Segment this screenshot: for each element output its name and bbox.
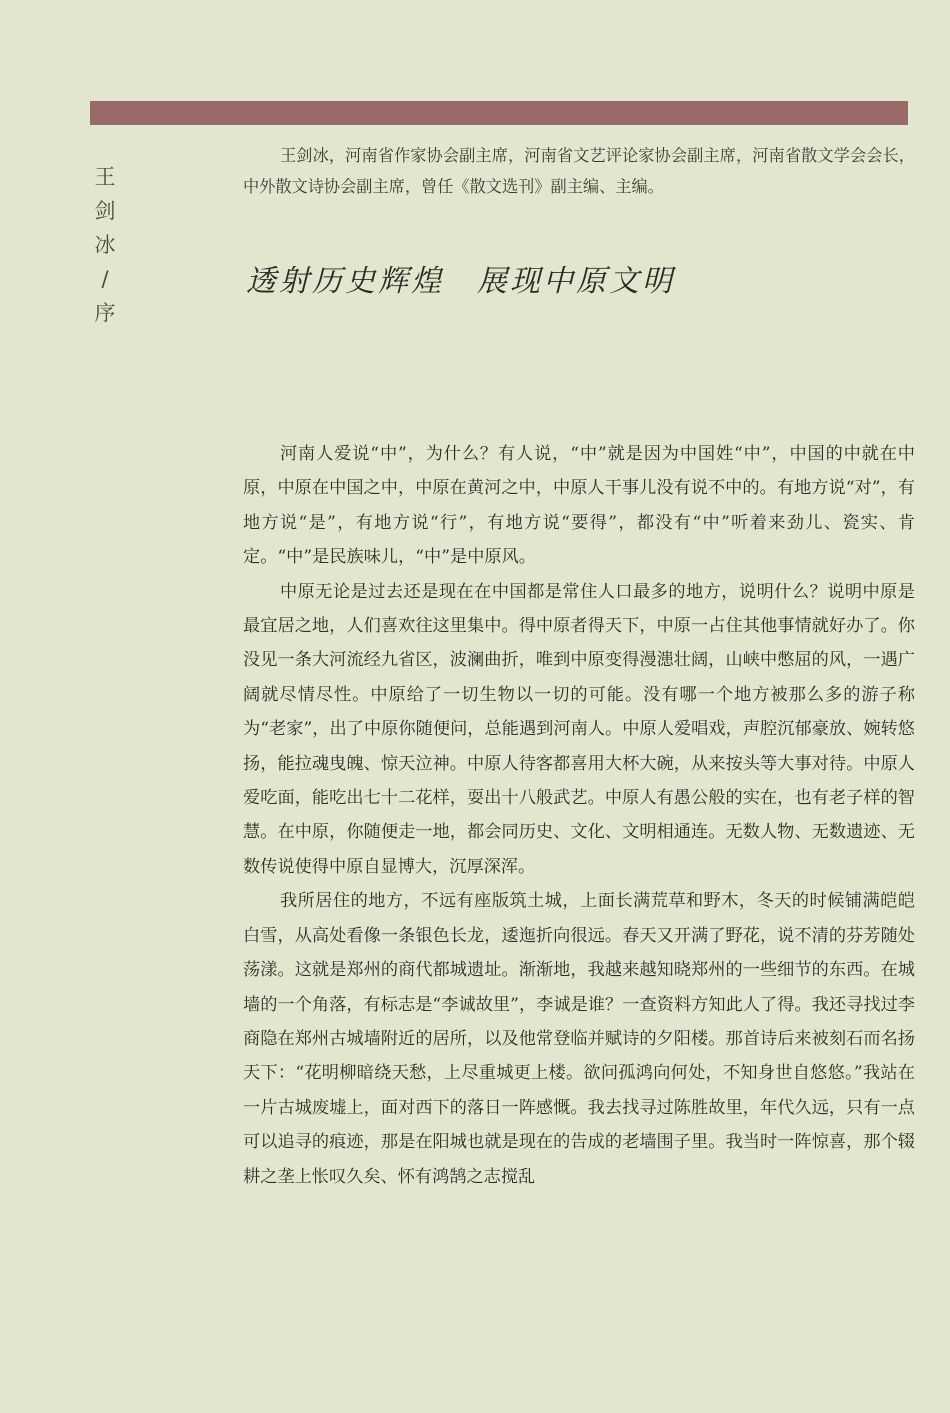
paragraph: 我所居住的地方，不远有座版筑土城，上面长满荒草和野木，冬天的时候铺满皑皑白雪，从高处看像一条银色长龙，逶迤折向很远。春天又开满了野花，说不清的芬芳随处荡漾。这就是郑州的商代都城遗址。渐渐地，我越来越知晓郑州的一些细节的东西。在城墙的一个角落，有标志是“李诚故里”，李诚是谁？一查资料方知此人了得。我还寻找过李商隐在郑州古城墙附近的居所，以及他常登临并赋诗的夕阳楼。那首诗后来被刻石而名扬天下：“花明柳暗绕天愁，上尽重城更上楼。欲问孤鸿向何处，不知身世自悠悠。”我站在一片古城废墟上，面对西下的落日一阵感慨。我去找寻过陈胜故里，年代久远，只有一点可以追寻的痕迹，那是在阳城也就是现在的告成的老墙围子里。我当时一阵惊喜，那个辍耕之垄上怅叹久矣、怀有鸿鹄之志搅乱 — [243, 891, 915, 1187]
header-bar — [90, 101, 908, 125]
paragraph: 河南人爱说“中”，为什么？有人说，“中”就是因为中国姓“中”，中国的中就在中原，中原在中国之中，中原在黄河之中，中原人干事儿没有说不中的。有地方说“对”，有地方说“是”，有地方说“行”，有地方说“要得”，都没有“中”听着来劲儿、瓷实、肯定。“中”是民族味儿，“中”是中原风。 — [243, 444, 915, 568]
running-head-char: 序 — [94, 301, 116, 325]
author-bio: 王剑冰，河南省作家协会副主席，河南省文艺评论家协会副主席，河南省散文学会会长，中外散文诗协会副主席，曾任《散文选刊》副主编、主编。 — [243, 146, 915, 196]
running-head-char: / — [101, 267, 109, 291]
running-head-char: 剑 — [94, 199, 116, 223]
body-text — [243, 437, 915, 1194]
running-head-char: 王 — [94, 165, 116, 189]
page-title: 透射历史辉煌 展现中原文明 — [246, 264, 675, 299]
running-head-char: 冰 — [94, 233, 116, 257]
running-head-vertical — [88, 160, 122, 330]
paragraph: 中原无论是过去还是现在在中国都是常住人口最多的地方，说明什么？说明中原是最宜居之地，人们喜欢往这里集中。得中原者得天下，中原一占住其他事情就好办了。你没见一条大河流经九省区，波澜曲折，唯到中原变得漫漶壮阔，山峡中憋屈的风，一遇广阔就尽情尽性。中原给了一切生物以一切的可能。没有哪一个地方被那么多的游子称为“老家”，出了中原你随便问，总能遇到河南人。中原人爱唱戏，声腔沉郁豪放、婉转悠扬，能拉魂曳魄、惊天泣神。中原人待客都喜用大杯大碗，从来按头等大事对待。中原人爱吃面，能吃出七十二花样，耍出十八般武艺。中原人有愚公般的实在，也有老子样的智慧。在中原，你随便走一地，都会同历史、文化、文明相通连。无数人物、无数遗迹、无数传说使得中原自显博大，沉厚深浑。 — [243, 581, 915, 877]
